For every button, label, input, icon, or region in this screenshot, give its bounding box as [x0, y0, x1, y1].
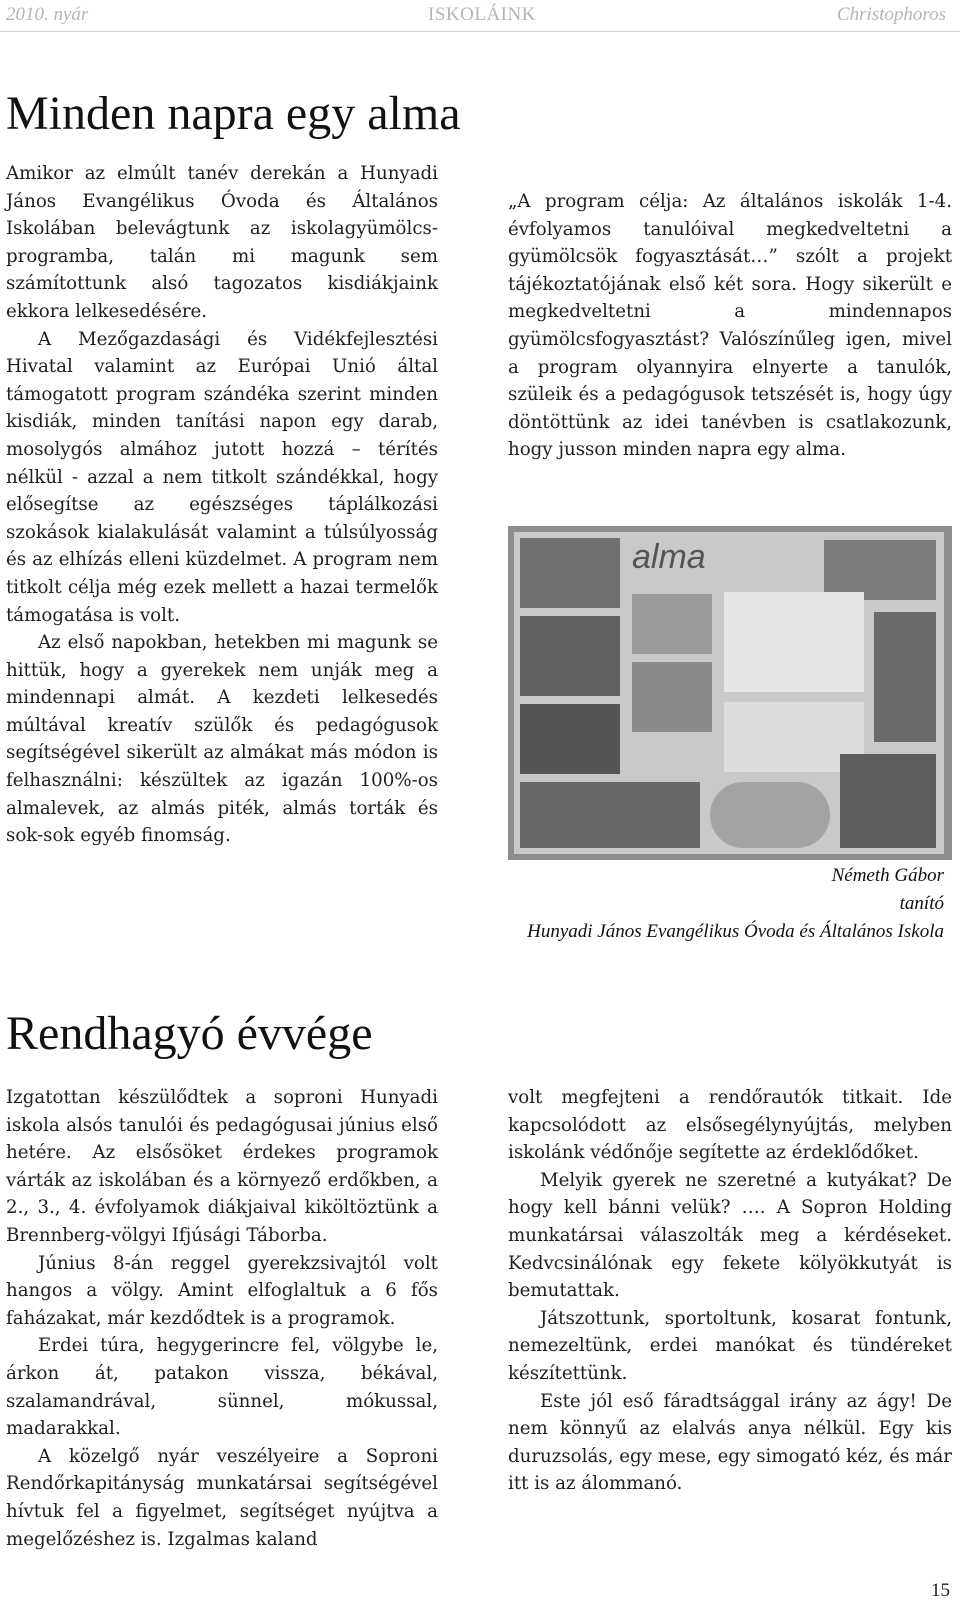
- author-name: Németh Gábor: [831, 865, 944, 886]
- paragraph: Az első napokban, hetekben mi magunk se hittük, hogy a gyerekek nem unják meg a mindennapi almát. A kezdeti lelkesedés múltával kreatív szülők és pedagógusok segítségével sikerült az almákat más módon is felhasználni: készültek az igazán 100%-os almalevek, az almás piték, almás torták és sok-sok egyéb finomság.: [6, 632, 438, 847]
- header-publication: Christophoros: [836, 4, 946, 25]
- article-title: Rendhagyó évvége: [6, 1007, 373, 1060]
- article-signature: [527, 862, 944, 946]
- header-rule: [0, 31, 960, 32]
- article-right-column: [508, 188, 952, 464]
- paragraph: Június 8-án reggel gyerekzsivajtól volt hangos a völgy. Amint elfoglaltuk a 6 fős faházakat, már kezdődtek is a programok.: [6, 1252, 438, 1329]
- paragraph: volt megfejteni a rendőrautók titkait. Ide kapcsolódott az elsősegélynyújtás, melyben iskolánk védőnője segítette az érdeklődőket.: [508, 1087, 952, 1164]
- poster-title: alma: [632, 538, 706, 576]
- article-right-column: [508, 1084, 952, 1498]
- paragraph: Amikor az elmúlt tanév derekán a Hunyadi János Evangélikus Óvoda és Általános Iskolában belevágtunk az iskolagyümölcs-programba, talán mi magunk sem számítottunk alsó tagozatos kisdiákjaink ekkora lelkesedésére.: [6, 163, 438, 322]
- page-number: 15: [931, 1580, 950, 1601]
- header-section: ISKOLÁINK: [428, 4, 536, 25]
- article-left-column: [6, 160, 438, 850]
- author-school: Hunyadi János Evangélikus Óvoda és Általános Iskola: [527, 921, 944, 942]
- paragraph: „A program célja: Az általános iskolák 1-4. évfolyamos tanulóival megkedveltetni a gyümölcsök fogyasztását…” szólt a projekt tájékoztatójának első két sora. Hogy sikerült e megkedveltetni a mindennapos gyümölcsfogyasztást? Valószínűleg igen, mivel a program olyannyira elnyerte a tanulók, szüleik és a pedagógusok tetszését is, hogy úgy döntöttünk az idei tanévben is csatlakozunk, hogy jusson minden napra egy alma.: [508, 191, 952, 461]
- poster-photo: [508, 526, 952, 860]
- paragraph: Izgatottan készülődtek a soproni Hunyadi iskola alsós tanulói és pedagógusai június első hetére. Az elsősöket érdekes programok várták az iskolában és a környező erdőkben, a 2., 3., 4. évfolyamok diákjaival kiköltöztünk a Brennberg-völgyi Ifjúsági Táborba.: [6, 1087, 438, 1246]
- paragraph: Este jól eső fáradtsággal irány az ágy! De nem könnyű az elalvás anya nélkül. Egy kis duruzsolás, egy mese, egy simogató kéz, és már itt is az álommanó.: [508, 1390, 952, 1495]
- paragraph: A közelgő nyár veszélyeire a Soproni Rendőrkapitányság munkatársai segítségével hívtuk fel a figyelmet, segítséget nyújtva a megelőzéshez is. Izgalmas kaland: [6, 1445, 438, 1550]
- article-left-column: [6, 1084, 438, 1553]
- paragraph: Játszottunk, sportoltunk, kosarat fontunk, nemezeltünk, erdei manókat és tündéreket készítettünk.: [508, 1307, 952, 1384]
- running-header: [0, 0, 960, 32]
- article-title: Minden napra egy alma: [6, 87, 461, 140]
- poster-board: [514, 532, 944, 854]
- paragraph: A Mezőgazdasági és Vidékfejlesztési Hivatal valamint az Európai Unió által támogatott program szándéka szerint minden kisdiák, minden tanítási napon egy darab, mosolygós almához jutott hozzá – térítés nélkül - azzal a nem titkolt szándékkal, hogy elősegítse az egészséges táplálkozási szokások kialakulását valamint a túlsúlyosság és az elhízás elleni küzdelmet. A program nem titkolt célja még ezek mellett a hazai termelők támogatása is volt.: [6, 328, 438, 626]
- paragraph: Erdei túra, hegygerincre fel, völgybe le, árkon át, patakon vissza, békával, szalamandrával, sünnel, mókussal, madarakkal.: [6, 1335, 438, 1440]
- author-role: tanító: [899, 893, 944, 914]
- header-issue: 2010. nyár: [6, 4, 89, 25]
- paragraph: Melyik gyerek ne szeretné a kutyákat? De hogy kell bánni velük? …. A Sopron Holding munkatársai válaszolták meg a kérdéseket. Kedvcsinálónak egy fekete kölyökkutyát is bemutattak.: [508, 1169, 952, 1302]
